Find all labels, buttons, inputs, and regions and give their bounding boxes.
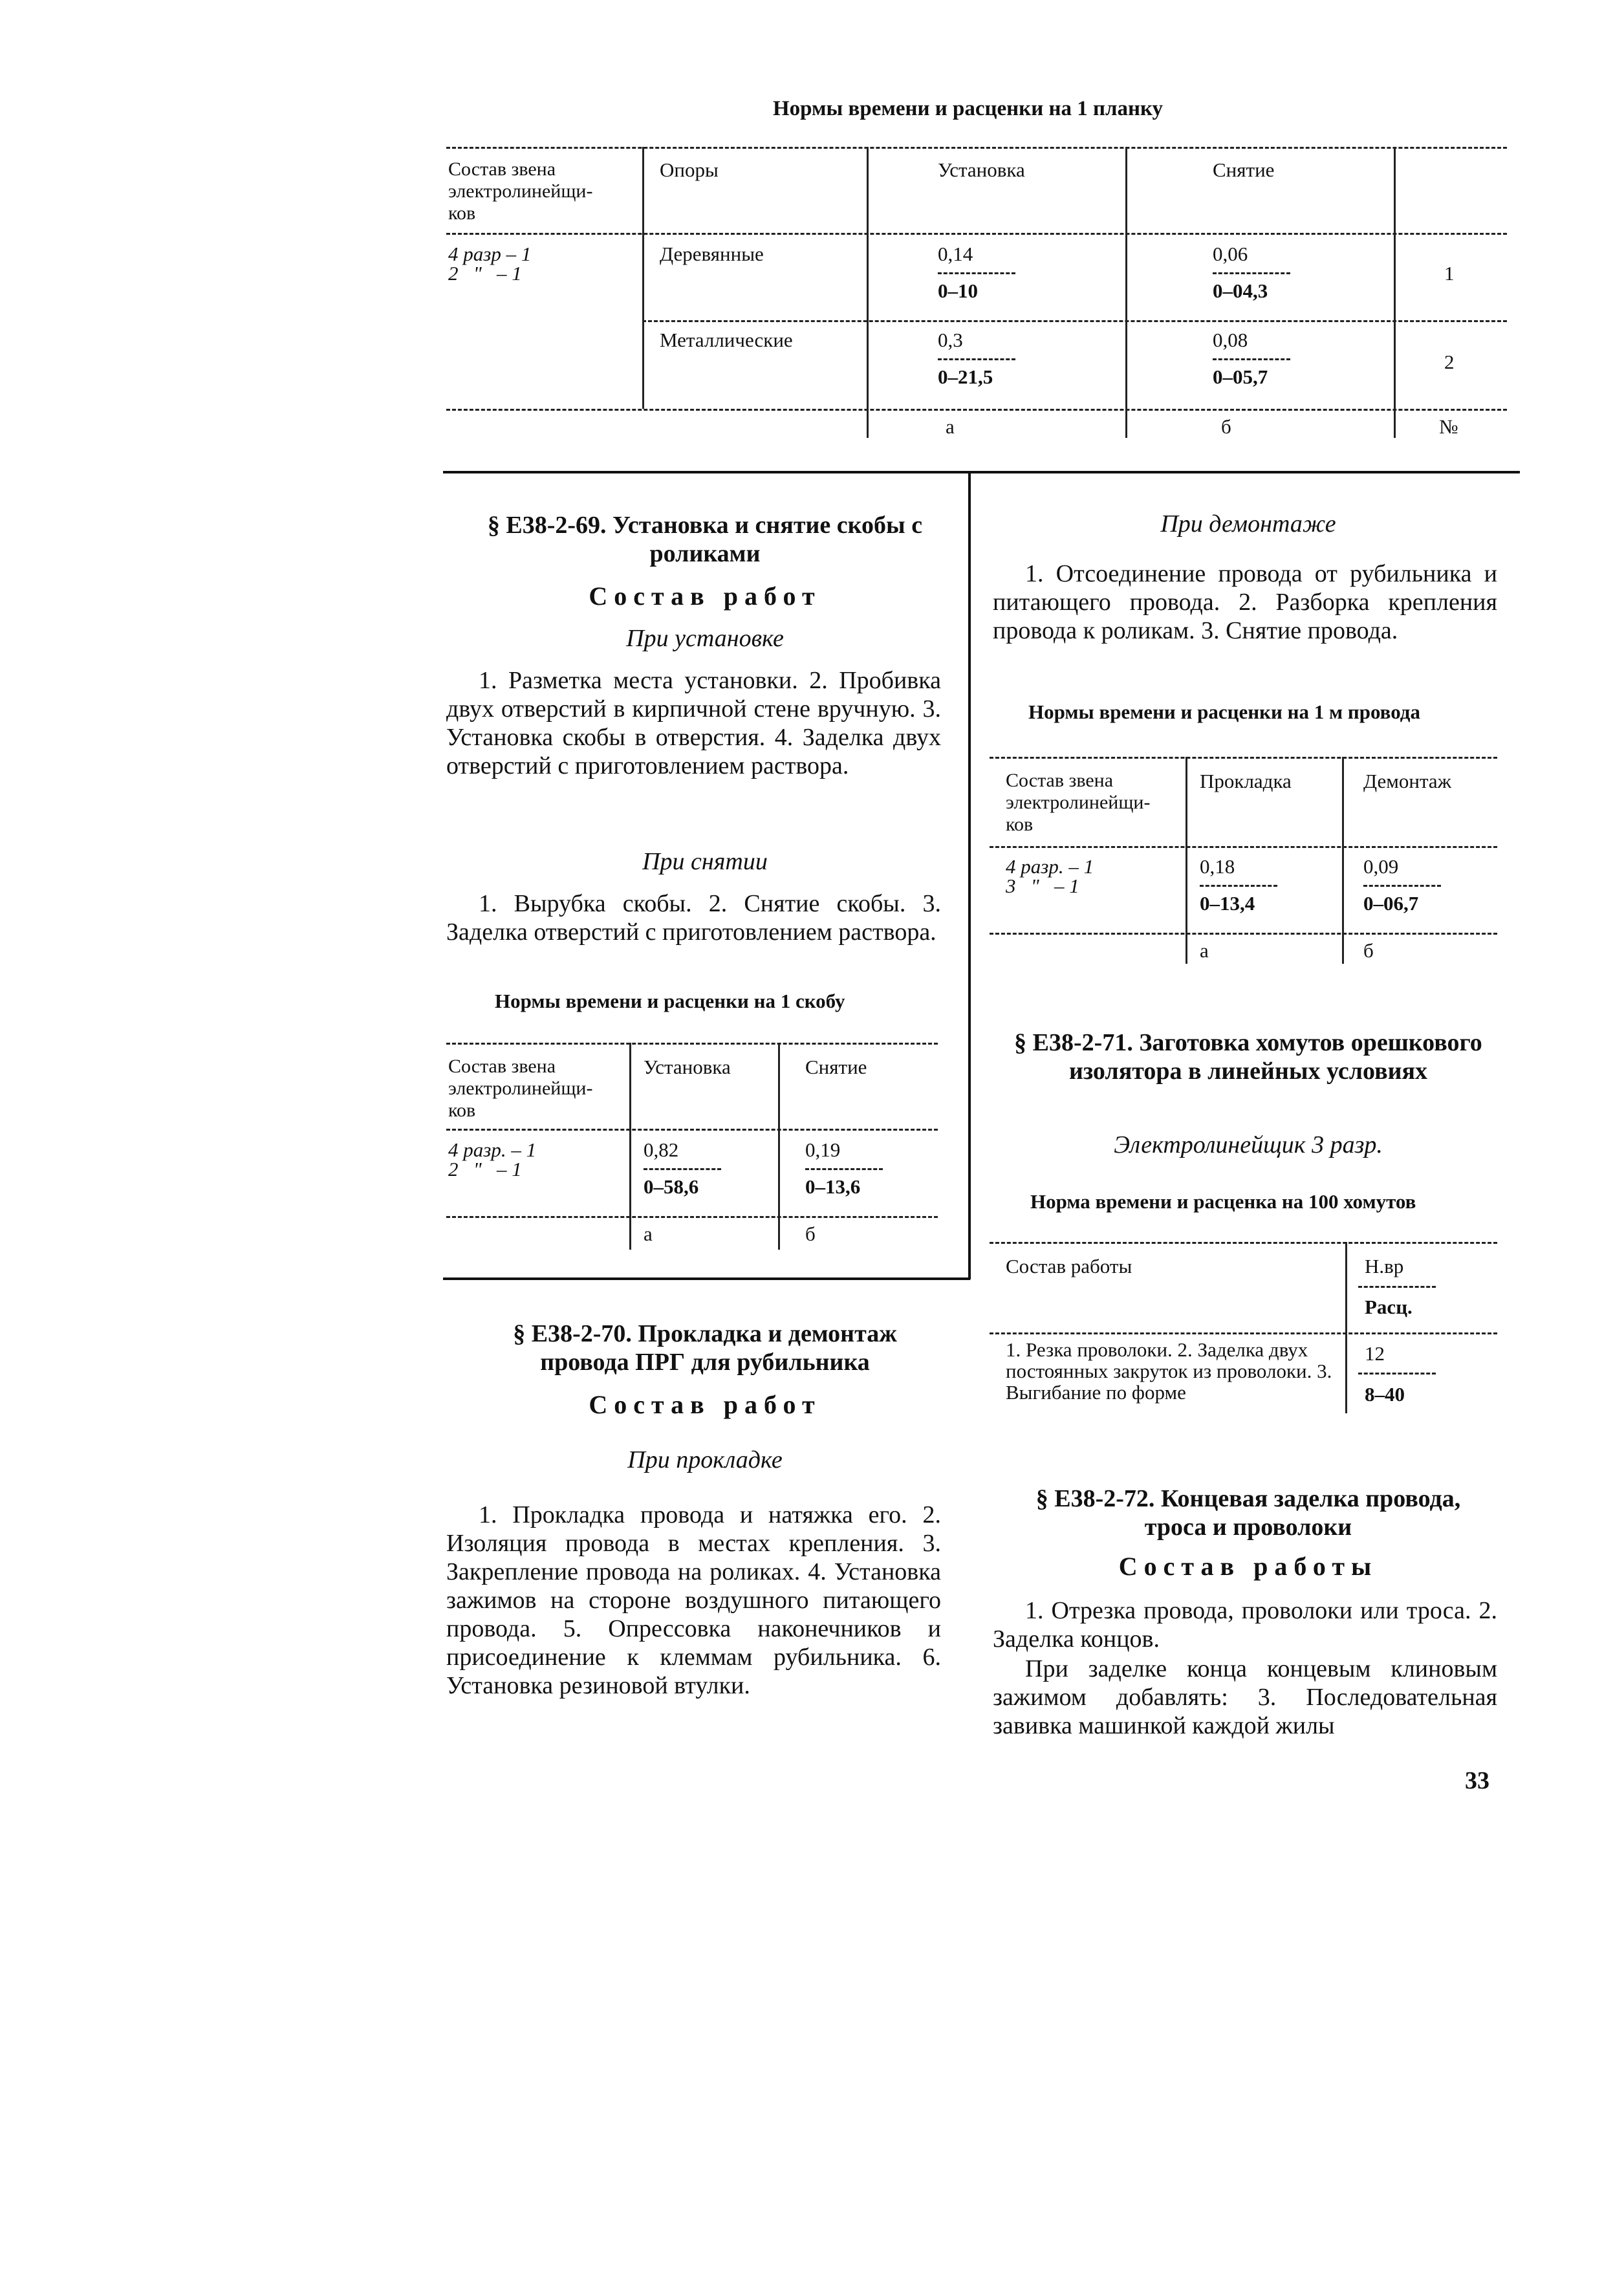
s69-header-crew: Состав звена электролинейщи-ков — [448, 1056, 593, 1121]
s70-dismantle-heading: При демонтаже — [1160, 510, 1336, 538]
table1-rule — [446, 233, 1507, 235]
s71-rate-value: 8–40 — [1365, 1383, 1405, 1406]
s71-header-dash — [1358, 1286, 1436, 1288]
s70-title: § Е38-2-70. Прокладка и демонтаж провода ПРГ для рубильника — [513, 1320, 897, 1376]
page-number: 33 — [1465, 1767, 1489, 1794]
table1-rule — [446, 147, 1507, 149]
s69-footer-b: б — [805, 1222, 816, 1245]
s69-work-heading: Состав работ — [589, 581, 821, 611]
s72-title: § Е38-2-72. Концевая заделка провода, троса и проволоки — [1035, 1485, 1461, 1541]
s70-work-heading: Состав работ — [589, 1390, 821, 1419]
section-rule — [443, 1277, 970, 1280]
s69-header-install: Установка — [644, 1056, 731, 1078]
table1-header-install: Установка — [938, 158, 1025, 181]
s70-table-rule — [990, 846, 1497, 848]
s71-header-rate: Расц. — [1365, 1296, 1413, 1318]
s70-header-lay: Прокладка — [1200, 770, 1292, 792]
s69-table-rule — [446, 1129, 938, 1131]
s69-table-divider — [778, 1043, 780, 1250]
table1-no-1: 1 — [1444, 262, 1455, 285]
table1-support-1: Деревянные — [660, 243, 764, 265]
s71-table-rule — [990, 1332, 1497, 1334]
s69-crew-2: 2 " – 1 — [448, 1158, 522, 1180]
column-divider — [968, 471, 971, 1279]
s70-crew-2: 3 " – 1 — [1006, 875, 1079, 897]
table1-footer-a: а — [946, 415, 955, 438]
s69-table-divider — [629, 1043, 631, 1250]
table1-crew-1: 4 разр – 1 — [448, 243, 532, 265]
table1-remove-2: 0,08 0–05,7 — [1213, 329, 1290, 389]
s69-remove-text: 1. Вырубка скобы. 2. Снятие скобы. 3. Заделка отверстий с приготовлением раствора. — [446, 890, 941, 946]
table1-install-2: 0,3 0–21,5 — [938, 329, 1015, 389]
s69-table-rule — [446, 1216, 938, 1218]
table1-divider — [1394, 147, 1396, 438]
table1-remove-1: 0,06 0–04,3 — [1213, 243, 1290, 303]
s70-header-dismantle: Демонтаж — [1363, 770, 1452, 792]
s71-worker: Электролинейщик 3 разр. — [1114, 1131, 1383, 1158]
s70-table-rule — [990, 757, 1497, 759]
table1-rule — [446, 409, 1507, 411]
s69-install-text: 1. Разметка места установки. 2. Пробивка двух отверстий в кирпичной стене вручную. 3. Установка скобы в отверстия. 4. Заделка двух отверстий с приготовлением раствора. — [446, 667, 941, 779]
table1-footer-b: б — [1221, 415, 1231, 438]
s69-table-caption: Нормы времени и расценки на 1 скобу — [495, 990, 845, 1012]
s71-work-text: 1. Резка проволоки. 2. Заделка двух постоянных закруток из проволоки. 3. Выгибание по форме — [1006, 1338, 1332, 1404]
s70-dismantle-value: 0,09 0–06,7 — [1363, 855, 1441, 915]
table1-divider — [642, 147, 644, 409]
s70-lay-text: 1. Прокладка провода и натяжка его. 2. Изоляция провода в местах крепления. 3. Закрепление провода на роликах. 4. Установка зажимов на стороне воздушного питающего провода. 5. Опрессовка наконечников и присоединение к клеммам рубильника. 6. Установка резиновой втулки. — [446, 1501, 941, 1699]
s70-crew-1: 4 разр. – 1 — [1006, 855, 1094, 878]
table1-rule — [642, 320, 1507, 322]
s69-footer-a: а — [644, 1222, 653, 1245]
s71-value-dash — [1358, 1373, 1436, 1375]
s70-lay-value: 0,18 0–13,4 — [1200, 855, 1277, 915]
s70-footer-a: а — [1200, 939, 1209, 962]
table1-support-2: Металлические — [660, 329, 793, 351]
table1-header-crew: Состав звена электролинейщи-ков — [448, 158, 593, 224]
table1-divider — [867, 147, 869, 438]
s69-title: § Е38-2-69. Установка и снятие скобы с роликами — [487, 512, 923, 567]
s69-crew-1: 4 разр. – 1 — [448, 1138, 537, 1161]
table1-footer-no: № — [1439, 415, 1458, 438]
table1-no-2: 2 — [1444, 351, 1455, 373]
s71-table-divider — [1345, 1242, 1347, 1413]
s69-install-heading: При установке — [626, 625, 784, 652]
s70-table-rule — [990, 933, 1497, 935]
table1-caption: Нормы времени и расценки на 1 планку — [773, 97, 1164, 120]
s70-lay-heading: При прокладке — [627, 1446, 783, 1473]
s72-text-2: При заделке конца концевым клиновым зажимом добавлять: 3. Последовательная завивка машинкой каждой жилы — [993, 1655, 1497, 1739]
s71-nvr-value: 12 — [1365, 1342, 1385, 1365]
table1-header-support: Опоры — [660, 158, 719, 181]
s71-title: § Е38-2-71. Заготовка хомутов орешкового изолятора в линейных условиях — [1014, 1029, 1482, 1085]
s71-table-caption: Норма времени и расценка на 100 хомутов — [1030, 1190, 1416, 1213]
s69-header-remove: Снятие — [805, 1056, 867, 1078]
s70-table-caption: Нормы времени и расценки на 1 м провода — [1028, 701, 1420, 723]
table1-install-1: 0,14 0–10 — [938, 243, 1015, 303]
table1-crew-2: 2 " – 1 — [448, 262, 522, 285]
section-rule — [443, 471, 1520, 473]
s69-table-rule — [446, 1043, 938, 1045]
s72-text-1: 1. Отрезка провода, проволоки или троса. 2. Заделка концов. — [993, 1597, 1497, 1653]
s71-table-rule — [990, 1242, 1497, 1244]
s69-remove-heading: При снятии — [642, 848, 768, 875]
s69-remove-value: 0,19 0–13,6 — [805, 1138, 883, 1199]
table1-divider — [1125, 147, 1127, 438]
s70-footer-b: б — [1363, 939, 1374, 962]
s70-header-crew: Состав звена электролинейщи-ков — [1006, 770, 1151, 835]
s72-work-heading: Состав работы — [1118, 1552, 1378, 1581]
s71-header-nvr: Н.вр — [1365, 1255, 1404, 1277]
s71-header-work: Состав работы — [1006, 1255, 1132, 1277]
table1-header-remove: Снятие — [1213, 158, 1275, 181]
s69-install-value: 0,82 0–58,6 — [644, 1138, 721, 1199]
s70-dismantle-text: 1. Отсоединение провода от рубильника и питающего провода. 2. Разборка крепления провода к роликам. 3. Снятие провода. — [993, 560, 1497, 644]
